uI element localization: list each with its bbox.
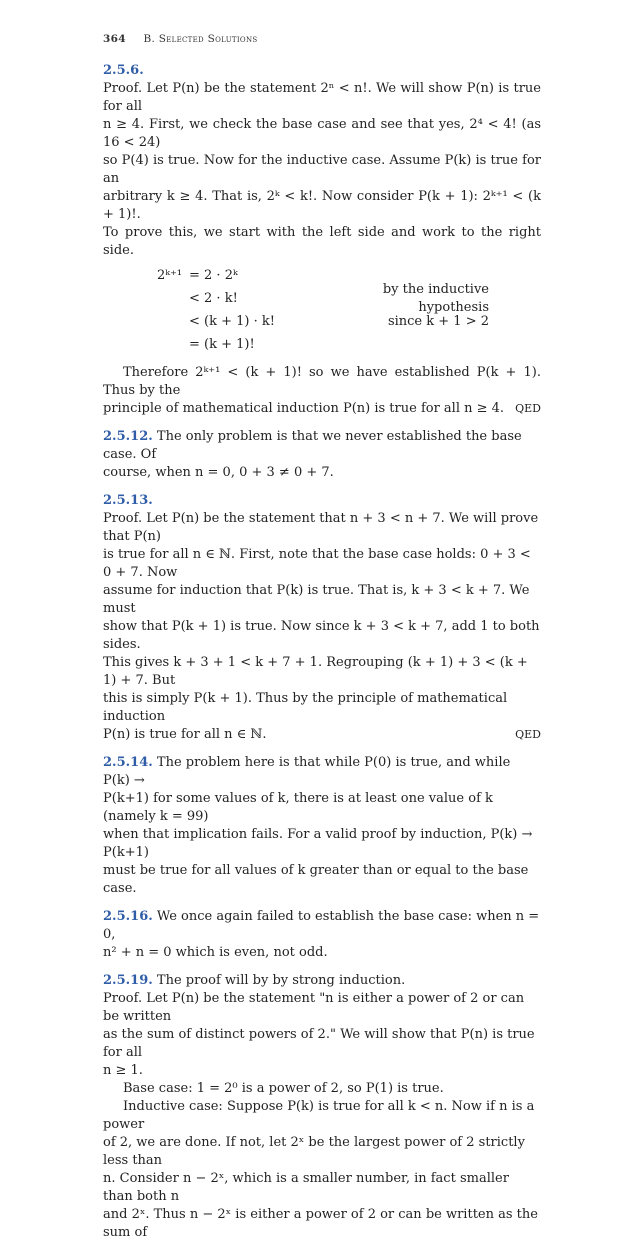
text-line: as the sum of distinct powers of 2." We will show that P(n) is true for all — [103, 1027, 535, 1060]
page-number: 364 — [103, 33, 126, 45]
solution-id: 2.5.14. — [103, 755, 153, 770]
text-line: n ≥ 4. First, we check the base case and see that yes, 2⁴ < 4! (as 16 < 24) — [103, 117, 541, 150]
text-line: principle of mathematical induction P(n) is true for all n ≥ 4. — [103, 401, 505, 416]
text-line: This gives k + 3 + 1 < k + 7 + 1. Regrouping (k + 1) + 3 < (k + 1) + 7. But — [103, 655, 528, 688]
equation-row — [157, 281, 541, 315]
text-line: n. Consider n − 2ˣ, which is a smaller number, in fact smaller than both n — [103, 1171, 509, 1204]
solution-id: 2.5.16. — [103, 909, 153, 924]
equation-reason: by the inductive hypothesis — [382, 281, 489, 315]
text-line: Proof. Let P(n) be the statement 2ⁿ < n!. We will show P(n) is true for all — [103, 81, 541, 114]
text-line: arbitrary k ≥ 4. That is, 2ᵏ < k!. Now consider P(k + 1): 2ᵏ⁺¹ < (k + 1)!. — [103, 189, 541, 222]
text-line: To prove this, we start with the left side and work to the right side. — [103, 225, 541, 258]
equation-rhs: = (k + 1)! — [189, 336, 255, 352]
text-line: so P(4) is true. Now for the inductive case. Assume P(k) is true for an — [103, 153, 541, 186]
solution-id: 2.5.12. — [103, 429, 153, 444]
text-line: is true for all n ∈ ℕ. First, note that the base case holds: 0 + 3 < 0 + 7. Now — [103, 547, 531, 580]
text-line: The problem here is that while P(0) is true, and while P(k) → — [103, 755, 511, 788]
qed-mark: QED — [515, 402, 541, 415]
text-line: The proof will by by strong induction. — [156, 973, 406, 988]
solution-2-5-14 — [103, 754, 541, 898]
solution-id: 2.5.6. — [103, 63, 144, 78]
text-line: show that P(k + 1) is true. Now since k + 3 < k + 7, add 1 to both sides. — [103, 619, 540, 652]
equation-array — [157, 264, 541, 356]
equation-lhs: 2ᵏ⁺¹ — [157, 267, 183, 283]
equation-rhs: < 2 · k! — [189, 290, 238, 306]
text-line: course, when n = 0, 0 + 3 ≠ 0 + 7. — [103, 465, 334, 480]
text-line: n² + n = 0 which is even, not odd. — [103, 945, 328, 960]
equation-reason: since k + 1 > 2 — [387, 313, 489, 329]
page — [103, 30, 541, 1252]
text-line: P(k+1) for some values of k, there is at least one value of k (namely k = 99) — [103, 791, 493, 824]
text-line: Therefore 2ᵏ⁺¹ < (k + 1)! so we have established P(k + 1). Thus by the — [103, 365, 541, 398]
text-line: We once again failed to establish the base case: when n = 0, — [103, 909, 540, 942]
qed-mark: QED — [515, 728, 541, 741]
text-line: this is simply P(k + 1). Thus by the principle of mathematical induction — [103, 691, 508, 724]
equation-rhs: < (k + 1) · k! — [189, 313, 275, 329]
solution-2-5-16 — [103, 908, 541, 962]
text-line: Inductive case: Suppose P(k) is true for all k < n. Now if n is a power — [103, 1099, 535, 1132]
running-header — [103, 30, 541, 46]
equation-row — [157, 310, 541, 333]
text-line: assume for induction that P(k) is true. That is, k + 3 < k + 7. We must — [103, 583, 530, 616]
solution-2-5-13 — [103, 492, 541, 744]
solution-2-5-6 — [103, 62, 541, 418]
text-line: of 2, we are done. If not, let 2ˣ be the largest power of 2 strictly less than — [103, 1135, 525, 1168]
text-line: must be true for all values of k greater than or equal to the base case. — [103, 863, 529, 896]
solution-id: 2.5.19. — [103, 973, 153, 988]
text-line: n ≥ 1. — [103, 1063, 143, 1078]
text-line: Base case: 1 = 2⁰ is a power of 2, so P(1) is true. — [123, 1081, 444, 1096]
running-title: B. Selected Solutions — [143, 33, 258, 45]
solution-id: 2.5.13. — [103, 493, 153, 508]
text-line: and 2ˣ. Thus n − 2ˣ is either a power of 2 or can be written as the sum of — [103, 1207, 538, 1240]
text-line: P(n) is true for all n ∈ ℕ. — [103, 727, 267, 742]
text-line: The only problem is that we never established the base case. Of — [103, 429, 522, 462]
equation-rhs: = 2 · 2ᵏ — [189, 267, 238, 283]
equation-row — [157, 333, 541, 356]
solution-2-5-12 — [103, 428, 541, 482]
text-line: when that implication fails. For a valid proof by induction, P(k) → P(k+1) — [103, 827, 533, 860]
text-line: Proof. Let P(n) be the statement that n + 3 < n + 7. We will prove that P(n) — [103, 511, 539, 544]
text-line: Proof. Let P(n) be the statement "n is either a power of 2 or can be written — [103, 991, 525, 1024]
solution-2-5-19 — [103, 972, 541, 1242]
